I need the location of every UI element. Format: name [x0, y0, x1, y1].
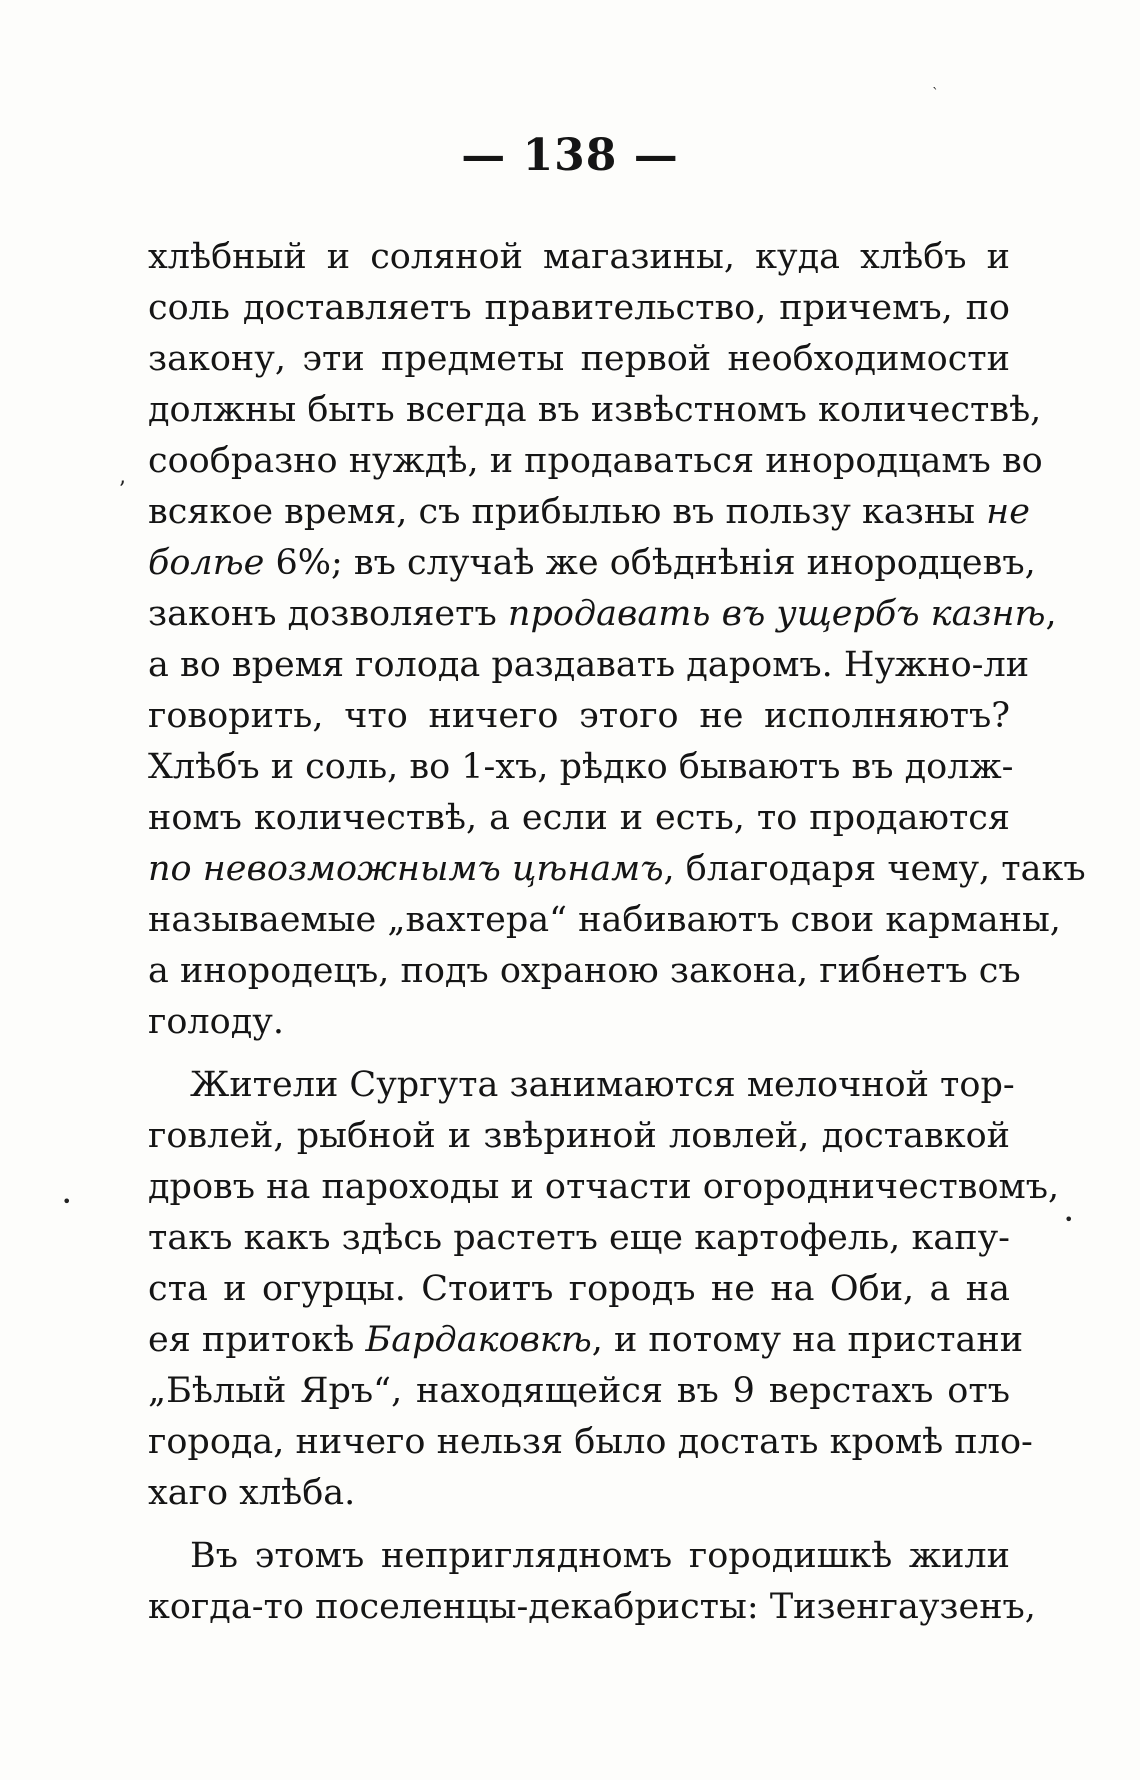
text-segment: называемые „вахтера“ набиваютъ свои карманы, [148, 900, 1061, 940]
text-segment: хаго хлѣба. [148, 1473, 356, 1513]
text-segment: ста и огурцы. Стоитъ городъ не на Оби, а на [148, 1269, 1010, 1309]
margin-mark: • [1064, 1210, 1074, 1229]
text-line [148, 793, 1010, 844]
text-line [148, 742, 1014, 793]
text-segment: 6%; въ случаѣ же обѣднѣнія инородцевъ, [264, 543, 1036, 583]
body-text [148, 232, 1086, 1633]
text-line [148, 997, 1010, 1048]
text-segment: законъ дозволяетъ [148, 594, 508, 634]
text-segment: а инородецъ, подъ охраною закона, гибнетъ съ [148, 951, 1021, 991]
text-segment: когда-то поселенцы-декабристы: Тизенгаузенъ, [148, 1587, 1036, 1627]
text-line [148, 487, 1030, 538]
margin-mark: • [62, 1192, 72, 1211]
text-segment: „Бѣлый Яръ“, находящейся въ 9 верстахъ отъ [148, 1371, 1010, 1411]
text-segment: должны быть всегда въ извѣстномъ количествѣ, [148, 390, 1042, 430]
text-segment: хлѣбный и соляной магазины, куда хлѣбъ и [148, 237, 1010, 277]
text-segment: голоду. [148, 1002, 284, 1042]
text-line [148, 691, 1010, 742]
page-number: — 138 — [461, 130, 679, 181]
text-segment: , [1045, 594, 1057, 634]
text-line [148, 1531, 1010, 1582]
text-line [148, 232, 1010, 283]
text-segment: сообразно нуждѣ, и продаваться инородцамъ во [148, 441, 1043, 481]
text-segment: Въ этомъ неприглядномъ городишкѣ жили [190, 1536, 1010, 1576]
italic-text-segment: болѣе [148, 543, 265, 583]
italic-text-segment: Бардаковкѣ [365, 1320, 592, 1360]
text-line [148, 334, 1010, 385]
text-segment: Хлѣбъ и соль, во 1-хъ, рѣдко бываютъ въ долж- [148, 747, 1014, 787]
italic-text-segment: не [986, 492, 1030, 532]
text-segment: ея притокѣ [148, 1320, 366, 1360]
text-line [148, 946, 1021, 997]
text-segment: Жители Сургута занимаются мелочной тор- [190, 1065, 1015, 1105]
text-line [148, 1315, 1024, 1366]
text-line [148, 1468, 1010, 1519]
text-line [148, 385, 1042, 436]
text-line [148, 1060, 1015, 1111]
text-line [148, 436, 1043, 487]
text-line [148, 1162, 1060, 1213]
text-line [148, 589, 1057, 640]
text-segment: , и потому на пристани [591, 1320, 1024, 1360]
text-segment: говлей, рыбной и звѣриной ловлей, доставкой [148, 1116, 1010, 1156]
text-segment: дровъ на пароходы и отчасти огородничествомъ, [148, 1167, 1060, 1207]
text-segment: такъ какъ здѣсь растетъ еще картофель, капу- [148, 1218, 1010, 1258]
text-line [148, 640, 1030, 691]
text-segment: всякое время, съ прибылью въ пользу казны [148, 492, 987, 532]
text-line [148, 1366, 1010, 1417]
text-line [148, 538, 1036, 589]
text-line [148, 895, 1061, 946]
text-segment: номъ количествѣ, а если и есть, то продаются [148, 798, 1010, 838]
margin-mark: ˋ [932, 86, 939, 102]
text-segment: говорить, что ничего этого не исполняютъ? [148, 696, 1010, 736]
text-line [148, 1264, 1010, 1315]
text-line [148, 1417, 1033, 1468]
text-line [148, 844, 1086, 895]
text-segment: закону, эти предметы первой необходимости [148, 339, 1010, 379]
text-line [148, 1582, 1036, 1633]
italic-text-segment: по невозможнымъ цѣнамъ [148, 849, 664, 889]
text-segment: а во время голода раздавать даромъ. Нужно-ли [148, 645, 1030, 685]
text-segment: , благодаря чему, такъ [663, 849, 1086, 889]
text-segment: города, ничего нельзя было достать кромѣ пло- [148, 1422, 1033, 1462]
text-line [148, 1111, 1010, 1162]
text-line [148, 1213, 1010, 1264]
text-line [148, 283, 1010, 334]
margin-mark: ʼ [118, 478, 125, 503]
text-segment: соль доставляетъ правительство, причемъ, по [148, 288, 1010, 328]
italic-text-segment: продавать въ ущербъ казнѣ [507, 594, 1046, 634]
